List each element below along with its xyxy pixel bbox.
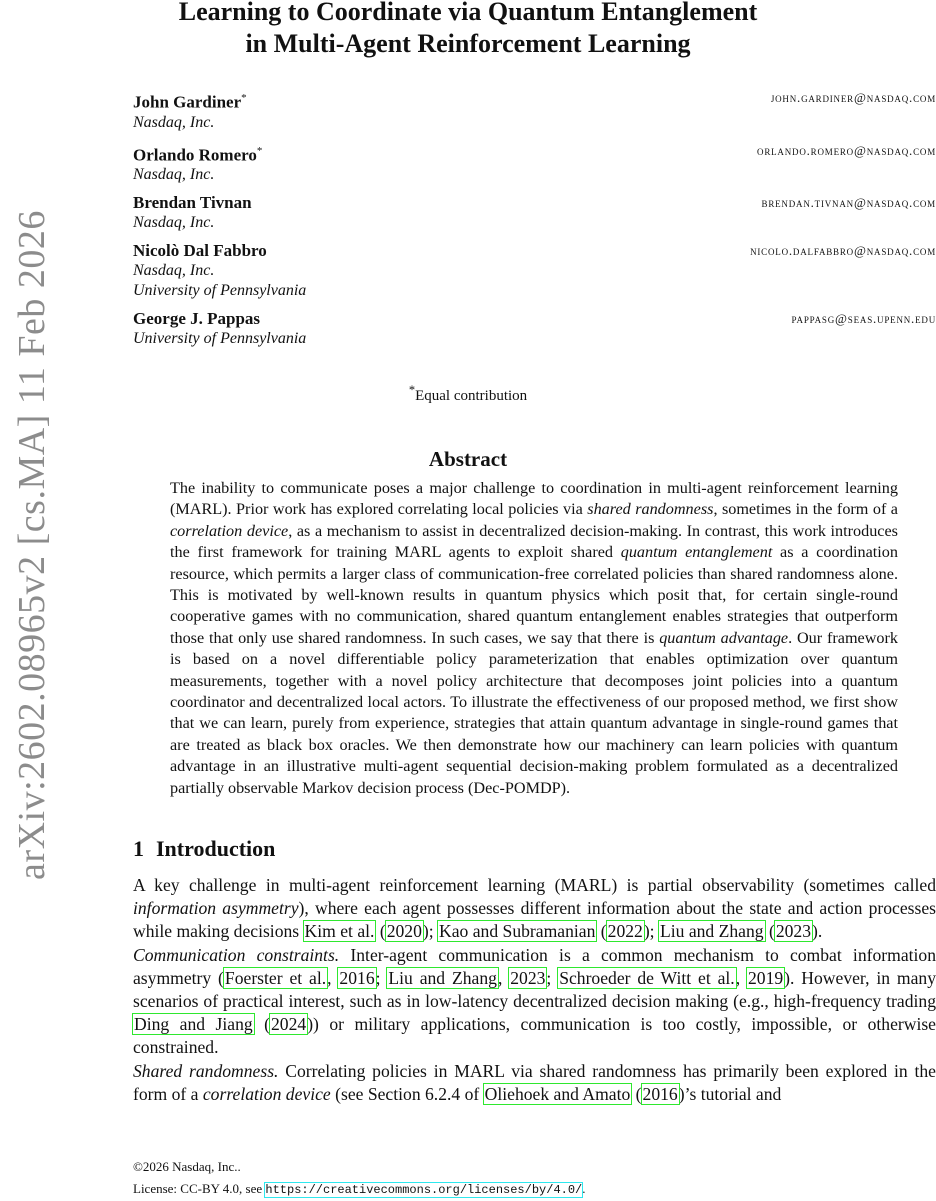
author-block xyxy=(133,241,936,301)
author-affiliation: University of Pennsylvania xyxy=(133,282,307,300)
body-text: A key challenge in multi-agent reinforcement learning (MARL) is partial observability (sometimes called xyxy=(133,875,936,895)
author-affiliation: Nasdaq, Inc. xyxy=(133,166,215,184)
body-text: ( xyxy=(764,921,775,942)
title-line-2: in Multi-Agent Reinforcement Learning xyxy=(245,29,691,58)
citation-link[interactable]: 2016 xyxy=(642,1083,678,1104)
equal-contribution-note: *Equal contribution xyxy=(408,383,528,404)
citation-link[interactable]: 2019 xyxy=(747,967,784,988)
author-email[interactable]: brendan.tivnan@nasdaq.com xyxy=(761,195,936,211)
body-text: , as a mechanism to assist in decentralized decision-making. In contrast, this work introduces the first framework for training MARL agents to exploit shared xyxy=(170,521,898,562)
body-text: ), where each agent possesses different information about the state and action processes while making decisions xyxy=(133,898,936,942)
emphasis-text: information asymmetry xyxy=(133,898,299,919)
author-affiliation: Nasdaq, Inc. xyxy=(133,262,215,280)
body-text: ); xyxy=(422,921,439,942)
paper-title xyxy=(0,0,936,60)
author-name: John Gardiner* xyxy=(133,92,247,112)
body-text: ); xyxy=(643,921,659,942)
footer xyxy=(133,1156,586,1201)
body-text: ; xyxy=(375,967,388,988)
body-text: (see Section 6.2.4 of xyxy=(330,1083,484,1104)
abstract-heading: Abstract xyxy=(428,447,508,471)
body-text: . Our framework is based on a novel differentiable policy parameterization that enables optimization over quantum measurements, together with a novel policy architecture that decomposes joint policies into a quantum coordinator and decentralized local actors. To illustrate the effectiveness of our proposed method, we first show that we can learn, purely from experience, strategies that attain quantum advantage in single-round games that are treated as black box oracles. We then demonstrate how our machinery can learn policies with quantum advantage in an illustrative multi-agent sequential decision-making problem formulated as a decentralized partially observable Markov decision process (Dec-POMDP). xyxy=(170,628,899,797)
section-number: 1 xyxy=(133,836,144,861)
arxiv-identifier: arXiv:2602.08965v2 [cs.MA] 11 Feb 2026 xyxy=(11,210,53,880)
author-email[interactable]: john.gardiner@nasdaq.com xyxy=(770,90,936,105)
citation-link[interactable]: Foerster et al. xyxy=(224,967,327,988)
citation-link[interactable]: 2020 xyxy=(386,921,422,942)
emphasis-text: correlation device xyxy=(202,1083,331,1104)
body-text: ( xyxy=(253,1014,270,1035)
equal-contribution-mark: * xyxy=(241,92,247,104)
intro-paragraph xyxy=(133,1060,936,1106)
body-text: , xyxy=(735,967,747,988)
body-text: ). However, in many scenarios of practical interest, such as in low-latency decentralized decision making (e.g., high-frequency trading xyxy=(133,967,936,1012)
author-email[interactable]: nicolo.dalfabbro@nasdaq.com xyxy=(750,243,936,259)
emphasis-text: Shared randomness. xyxy=(133,1060,279,1081)
emphasis-text: shared randomness xyxy=(587,500,714,519)
body-text: ( xyxy=(596,921,607,942)
body-text: The inability to communicate poses a major challenge to coordination in multi-agent reinforcement learning (MARL). Prior work has explored correlating local policies via xyxy=(170,479,898,519)
author-name: Brendan Tivnan xyxy=(133,193,252,213)
author-affiliation: University of Pennsylvania xyxy=(133,330,307,348)
author-list xyxy=(133,88,936,357)
citation-link[interactable]: Oliehoek and Amato xyxy=(484,1083,631,1104)
title-line-1: Learning to Coordinate via Quantum Entanglement xyxy=(178,0,758,26)
body-text: ( xyxy=(631,1083,642,1104)
author-block xyxy=(133,141,936,186)
introduction-body xyxy=(133,874,936,1106)
body-text: ( xyxy=(375,921,386,942)
citation-link[interactable]: 2016 xyxy=(339,967,375,988)
citation-link[interactable]: Schroeder de Witt et al. xyxy=(559,967,735,988)
citation-link[interactable]: 2022 xyxy=(607,921,643,942)
emphasis-text: quantum entanglement xyxy=(620,543,773,562)
emphasis-text: Communication constraints. xyxy=(133,944,340,965)
citation-link[interactable]: Ding and Jiang xyxy=(134,1014,253,1035)
author-affiliation: Nasdaq, Inc. xyxy=(133,214,215,232)
intro-paragraph xyxy=(133,944,936,1060)
author-name: Orlando Romero* xyxy=(133,144,263,165)
citation-link[interactable]: 2023 xyxy=(510,967,546,988)
citation-link[interactable]: Kim et al. xyxy=(304,921,375,942)
citation-link[interactable]: 2024 xyxy=(271,1014,307,1035)
body-text: )’s tutorial and xyxy=(678,1083,782,1104)
author-block xyxy=(133,193,936,233)
body-text: , xyxy=(327,967,339,988)
citation-link[interactable]: 2023 xyxy=(775,921,812,942)
license-link[interactable]: https://creativecommons.org/licenses/by/4.0/ xyxy=(265,1183,583,1197)
emphasis-text: quantum advantage xyxy=(659,628,789,647)
abstract-body xyxy=(170,478,898,799)
section-title: Introduction xyxy=(156,836,276,861)
citation-link[interactable]: Kao and Subramanian xyxy=(439,921,596,942)
citation-link[interactable]: Liu and Zhang xyxy=(388,967,497,988)
body-text: ). xyxy=(812,921,823,942)
body-text: , sometimes in the form of a xyxy=(713,500,898,519)
copyright-line: ©2026 Nasdaq, Inc.. xyxy=(133,1159,241,1174)
author-email[interactable]: pappasg@seas.upenn.edu xyxy=(791,311,936,327)
emphasis-text: correlation device xyxy=(170,521,289,540)
body-text: , xyxy=(497,967,510,988)
body-text: Correlating policies in MARL via shared randomness has primarily been explored in the form of a xyxy=(133,1060,936,1104)
author-name: Nicolò Dal Fabbro xyxy=(133,241,267,261)
intro-paragraph xyxy=(133,874,936,944)
license-line: License: CC-BY 4.0, see https://creativecommons.org/licenses/by/4.0/. xyxy=(133,1181,586,1197)
author-email[interactable]: orlando.romero@nasdaq.com xyxy=(757,142,936,158)
author-name: George J. Pappas xyxy=(133,309,261,329)
equal-contribution-mark: * xyxy=(256,144,263,157)
citation-link[interactable]: Liu and Zhang xyxy=(659,921,764,942)
body-text: Inter-agent communication is a common mechanism to combat information asymmetry ( xyxy=(133,944,936,988)
author-affiliation: Nasdaq, Inc. xyxy=(133,113,215,131)
author-block xyxy=(133,309,936,349)
body-text: as a coordination resource, which permits a larger class of communication-free correlated policies than shared randomness alone. This is motivated by well-known results in quantum physics which posit that, for certain single-round cooperative games with no communication, shared quantum entanglement enables strategies that outperform those that only use shared randomness. In such cases, we say that there is xyxy=(170,543,898,647)
body-text: ; xyxy=(546,967,559,988)
body-text: )) or military applications, communication is too costly, impossible, or otherwise constrained. xyxy=(133,1014,936,1058)
author-block xyxy=(133,88,936,133)
section-heading xyxy=(133,836,275,862)
